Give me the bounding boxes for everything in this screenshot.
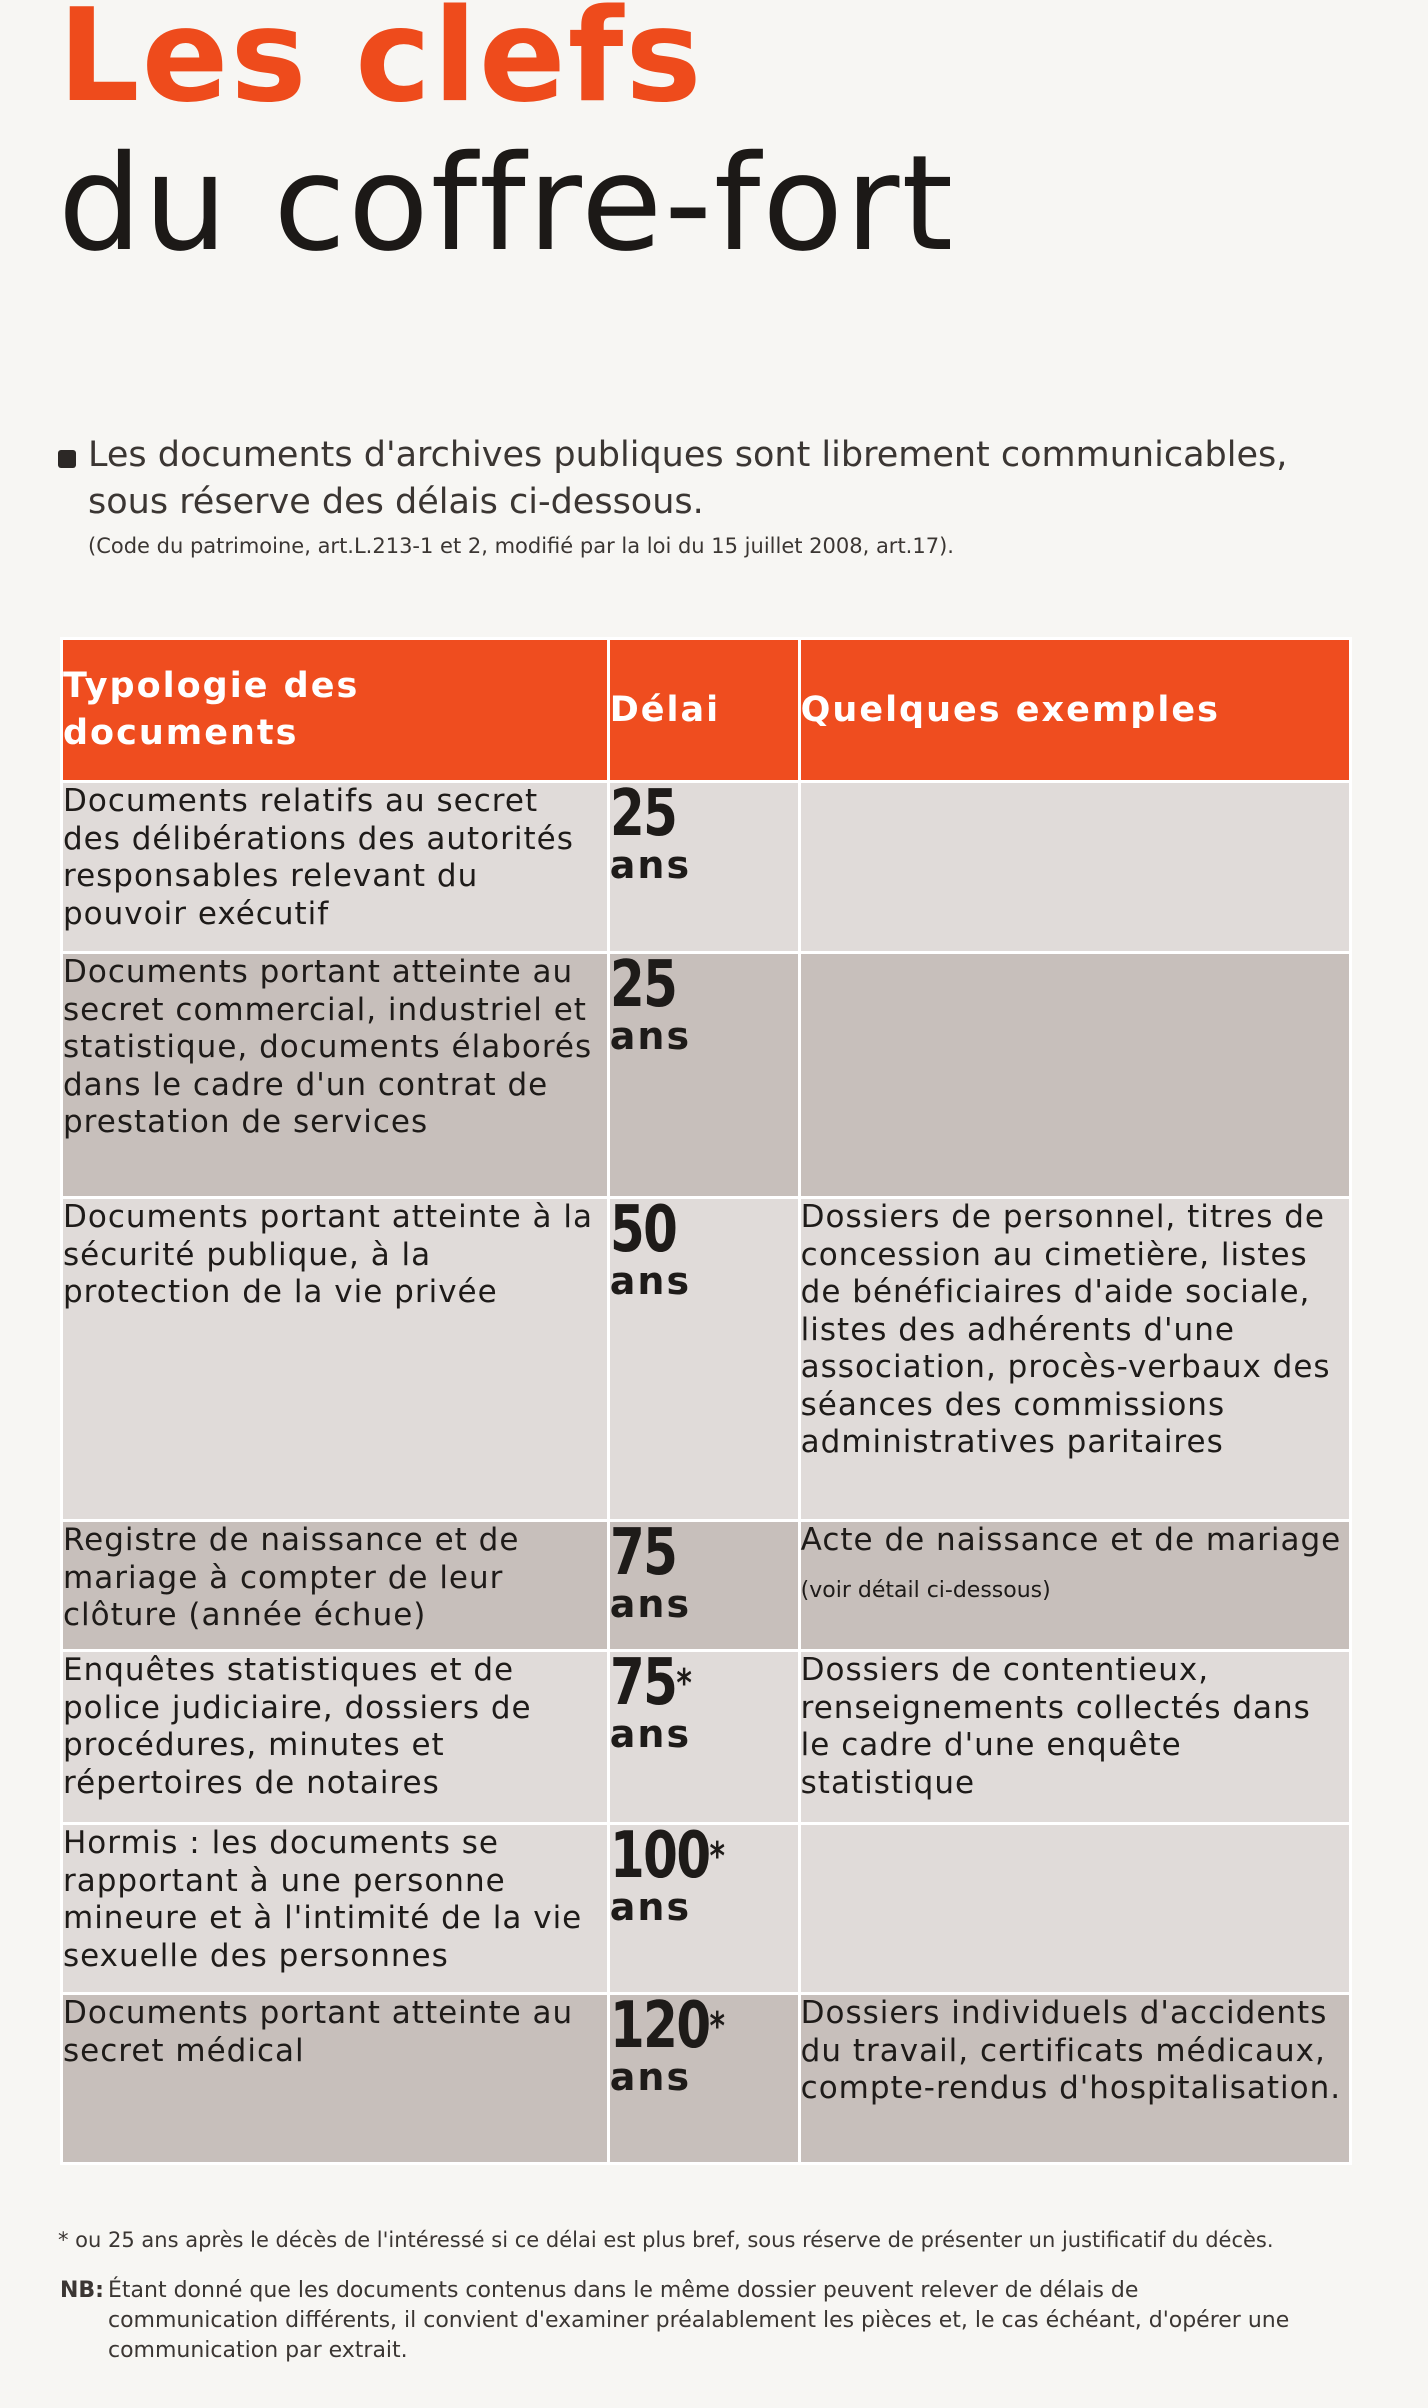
delai-unit: ans	[609, 1014, 692, 1058]
exemples-cell: Dossiers de personnel, titres de concession au cimetière, listes de bénéficiaires d'aide sociale, listes des adhérents d'une association, procès-verbaux des séances des commissions administratives paritaires	[799, 1198, 1350, 1521]
typologie-cell: Documents portant atteinte à la sécurité publique, à la protection de la vie privée	[62, 1198, 609, 1521]
table-row	[62, 1824, 1351, 1994]
typologie-cell: Registre de naissance et de mariage à compter de leur clôture (année échue)	[62, 1521, 609, 1651]
delai-unit: ans	[609, 843, 692, 887]
table-row	[62, 1198, 1351, 1521]
table-row	[62, 782, 1351, 953]
table-row	[62, 1651, 1351, 1824]
exemples-cell	[799, 782, 1350, 953]
header-delai: Délai	[608, 639, 799, 782]
typologie-cell: Documents portant atteinte au secret commercial, industriel et statistique, documents élaborés dans le cadre d'un contrat de prestation de services	[62, 953, 609, 1198]
delai-unit: ans	[609, 1885, 692, 1929]
header-typologie: Typologie des documents	[62, 639, 609, 782]
delais-table	[60, 637, 1352, 2165]
title-line-2: du coffre-fort	[58, 127, 956, 281]
exemples-cell	[799, 1521, 1350, 1651]
footnote: * ou 25 ans après le décès de l'intéressé si ce délai est plus bref, sous réserve de présenter un justificatif du décès.	[58, 2228, 1274, 2252]
delai-value: 50	[609, 1193, 677, 1267]
bullet-square-icon	[58, 450, 76, 468]
typologie-cell: Documents relatifs au secret des délibérations des autorités responsables relevant du pouvoir exécutif	[62, 782, 609, 953]
delai-cell	[608, 1516, 799, 1651]
delai-cell	[608, 1646, 799, 1824]
delai-unit: ans	[609, 2055, 692, 2099]
exemples-cell	[799, 1824, 1350, 1994]
delai-unit: ans	[609, 1259, 692, 1303]
delai-value: 100*	[609, 1819, 725, 1893]
header-exemples: Quelques exemples	[799, 639, 1350, 782]
typologie-cell: Hormis : les documents se rapportant à une personne mineure et à l'intimité de la vie sexuelle des personnes	[62, 1824, 609, 1994]
typologie-cell: Enquêtes statistiques et de police judiciaire, dossiers de procédures, minutes et répertoires de notaires	[62, 1651, 609, 1824]
nb-label: NB:	[60, 2278, 104, 2303]
nb-block	[60, 2276, 1300, 2366]
exemples-text: Acte de naissance et de mariage	[800, 1522, 1342, 1558]
delai-unit: ans	[609, 1582, 692, 1626]
table-row	[62, 953, 1351, 1198]
delai-cell	[608, 948, 799, 1198]
exemples-note: (voir détail ci-dessous)	[800, 1577, 1051, 1603]
delai-value: 120*	[609, 1989, 725, 2063]
delai-cell	[608, 777, 799, 953]
delai-unit: ans	[609, 1712, 692, 1756]
exemples-cell: Dossiers individuels d'accidents du travail, certificats médicaux, compte-rendus d'hospitalisation.	[799, 1994, 1350, 2164]
delai-value: 25	[609, 777, 677, 851]
delai-value: 75*	[609, 1646, 692, 1720]
delai-cell	[608, 1819, 799, 1994]
nb-text: Étant donné que les documents contenus dans le même dossier peuvent relever de délais de communication différents, il convient d'examiner préalablement les pièces et, le cas échéant, d'opérer une communication par extrait.	[108, 2278, 1290, 2363]
typologie-cell: Documents portant atteinte au secret médical	[62, 1994, 609, 2164]
table-row	[62, 1994, 1351, 2164]
intro-text: Les documents d'archives publiques sont librement communicables, sous réserve des délais ci-dessous.	[88, 435, 1288, 522]
table-header-row	[62, 639, 1351, 782]
exemples-cell	[799, 953, 1350, 1198]
intro-block	[58, 432, 1298, 558]
delai-cell	[608, 1193, 799, 1521]
intro-reference: (Code du patrimoine, art.L.213-1 et 2, modifié par la loi du 15 juillet 2008, art.17).	[88, 534, 954, 558]
title-line-1: Les clefs	[58, 0, 704, 131]
delai-cell	[608, 1989, 799, 2164]
exemples-cell: Dossiers de contentieux, renseignements collectés dans le cadre d'une enquête statistique	[799, 1651, 1350, 1824]
table-row	[62, 1521, 1351, 1651]
delai-value: 25	[609, 948, 677, 1022]
delai-value: 75	[609, 1516, 677, 1590]
